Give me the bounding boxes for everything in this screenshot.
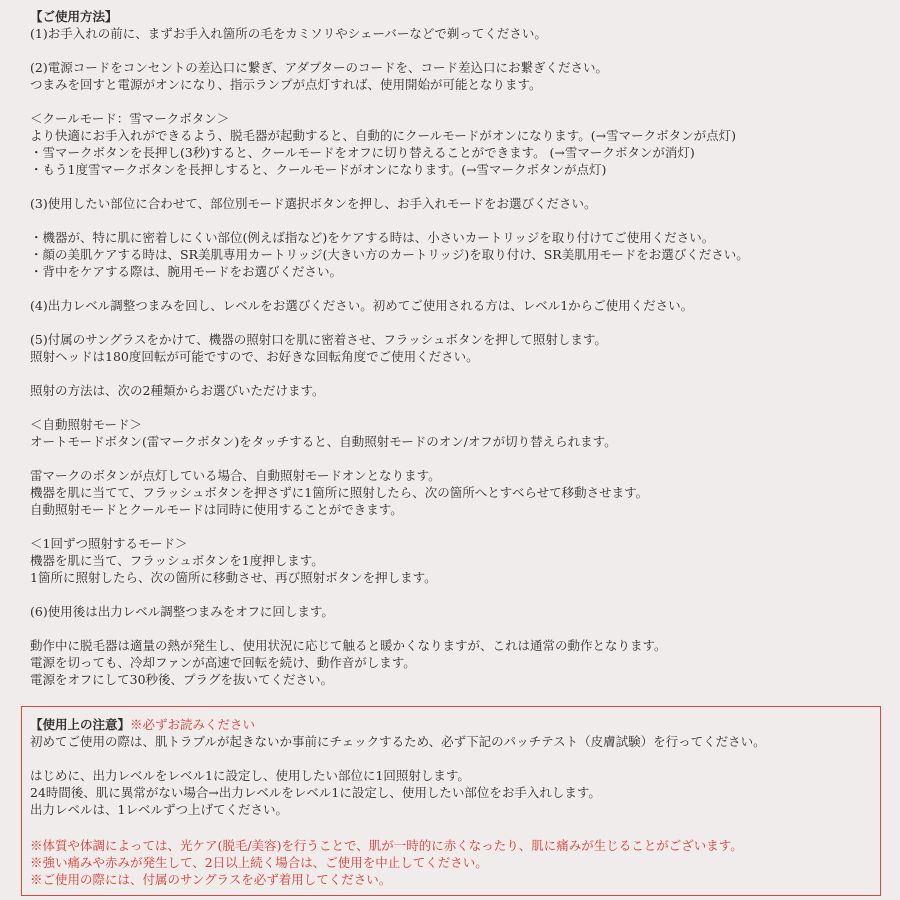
caution-line: 出力レベルは、1レベルずつ上げてください。 <box>30 802 288 817</box>
caution-heading-row <box>30 716 255 733</box>
usage-line: ＜1回ずつ照射するモード＞ <box>30 536 188 551</box>
usage-line: 1箇所に照射したら、次の箇所に移動させ、再び照射ボタンを押します。 <box>30 570 437 585</box>
usage-line: 機器を肌に当てて、フラッシュボタンを押さずに1箇所に照射したら、次の箇所へとすべらせて移動させます。 <box>30 485 649 500</box>
usage-line: 機器を肌に当て、フラッシュボタンを1度押します。 <box>30 553 324 568</box>
usage-line: ・顔の美肌ケアする時は、SR美肌専用カートリッジ(大きい方のカートリッジ)を取り付け、SR美肌用モードをお選びください。 <box>30 247 749 262</box>
usage-line: ・背中をケアする際は、腕用モードをお選びください。 <box>30 264 343 279</box>
usage-line: つまみを回すと電源がオンになり、指示ランプが点灯すれば、使用開始が可能となります。 <box>30 77 542 92</box>
usage-line: (6)使用後は出力レベル調整つまみをオフに回します。 <box>30 604 334 619</box>
warning-line: ※強い痛みや赤みが発生して、2日以上続く場合は、ご使用を中止してください。 <box>30 855 488 870</box>
usage-line: オートモードボタン(雷マークボタン)をタッチすると、自動照射モードのオン/オフが切り替えられます。 <box>30 434 617 449</box>
usage-heading: 【ご使用方法】 <box>30 9 118 24</box>
usage-line: (5)付属のサングラスをかけて、機器の照射口を肌に密着させ、フラッシュボタンを押して照射します。 <box>30 332 607 347</box>
usage-line: 動作中に脱毛器は適量の熱が発生し、使用状況に応じて触ると暖かくなりますが、これは通常の動作となります。 <box>30 638 667 653</box>
usage-line: ・もう1度雪マークボタンを長押しすると、クールモードがオンになります。(→雪マークボタンが点灯) <box>30 162 607 177</box>
usage-line: 電源を切っても、冷却ファンが高速で回転を続け、動作音がします。 <box>30 655 416 670</box>
usage-line: 電源をオフにして30秒後、プラグを抜いてください。 <box>30 672 334 687</box>
usage-line: ・機器が、特に肌に密着しにくい部位(例えば指など)をケアする時は、小さいカートリッジを取り付けてご使用ください。 <box>30 230 715 245</box>
caution-line: 24時間後、肌に異常がない場合→出力レベルをレベル1に設定し、使用したい部位をお手入れします。 <box>30 785 601 800</box>
usage-line: ・雪マークボタンを長押し(3秒)すると、クールモードをオフに切り替えることができます。 (→雪マークボタンが消灯) <box>30 145 695 160</box>
caution-line: 初めてご使用の際は、肌トラブルが起きないか事前にチェックするため、必ず下記のパッチテスト（皮膚試験）を行ってください。 <box>30 734 766 749</box>
caution-heading: 【使用上の注意】 <box>30 717 131 732</box>
usage-line: 照射の方法は、次の2種類からお選びいただけます。 <box>30 383 325 398</box>
usage-line: 自動照射モードとクールモードは同時に使用することができます。 <box>30 502 403 517</box>
usage-line: 雷マークのボタンが点灯している場合、自動照射モードオンとなります。 <box>30 468 441 483</box>
usage-line: ＜クールモード：雪マークボタン＞ <box>30 111 230 126</box>
usage-line: ＜自動照射モード＞ <box>30 417 143 432</box>
caution-heading-note: ※必ずお読みください <box>130 717 256 732</box>
usage-line: (4)出力レベル調整つまみを回し、レベルをお選びください。初めてご使用される方は、レベル1からご使用ください。 <box>30 298 694 313</box>
warning-line: ※体質や体調によっては、光ケア(脱毛/美容)を行うことで、肌が一時的に赤くなったり、肌に痛みが生じることがございます。 <box>30 838 743 853</box>
caution-line: はじめに、出力レベルをレベル1に設定し、使用したい部位に1回照射します。 <box>30 768 470 783</box>
usage-line: 照射ヘッドは180度回転が可能ですので、お好きな回転角度でご使用ください。 <box>30 349 479 364</box>
warning-line: ※ご使用の際には、付属のサングラスを必ず着用してください。 <box>30 872 392 887</box>
usage-line: より快適にお手入れができるよう、脱毛器が起動すると、自動的にクールモードがオンになります。(→雪マークボタンが点灯) <box>30 128 736 143</box>
usage-line: (3)使用したい部位に合わせて、部位別モード選択ボタンを押し、お手入れモードをお選びください。 <box>30 196 597 211</box>
usage-line: (2)電源コードをコンセントの差込口に繋ぎ、アダプターのコードを、コード差込口にお繋ぎください。 <box>30 60 608 75</box>
usage-line: (1)お手入れの前に、まずお手入れ箇所の毛をカミソリやシェーバーなどで剃ってください。 <box>30 26 547 41</box>
